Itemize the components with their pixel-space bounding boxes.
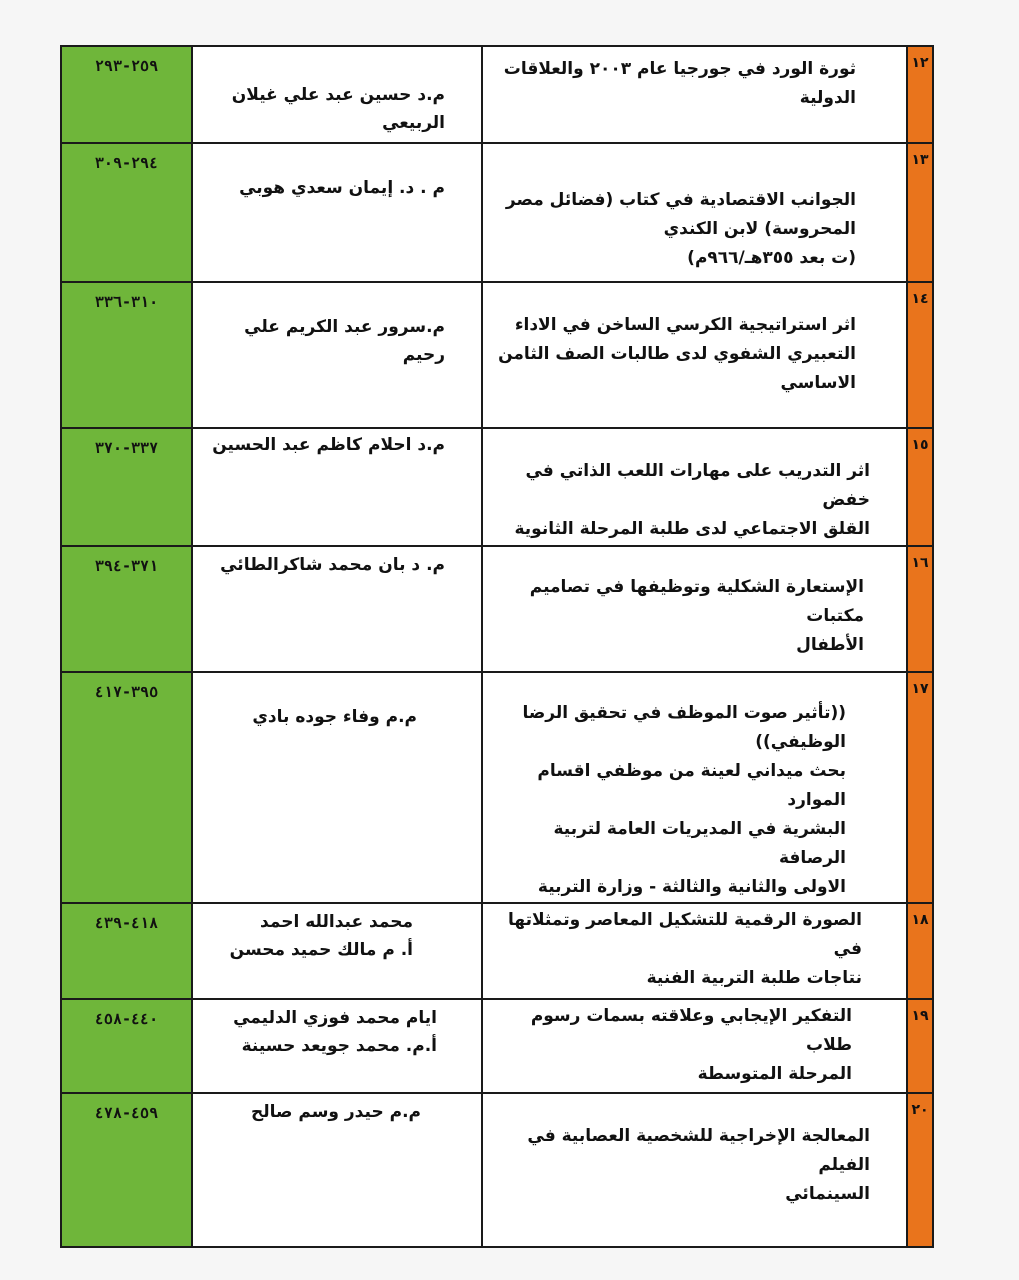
number-cell [907,546,933,672]
author-cell [192,903,482,999]
pages-cell [61,546,192,672]
author-name: م.م وفاء جوده بادي [252,707,417,727]
page-range: ٢٩٤-٣٠٩ [94,154,159,172]
title-cell [482,1093,907,1247]
number-cell [907,143,933,282]
pages-cell [61,672,192,903]
number-cell [907,672,933,903]
page-range: ٣٧١-٣٩٤ [94,557,159,575]
number-cell [907,999,933,1093]
author-name: محمد عبدالله احمد [260,912,413,932]
title-line: الدولية [799,88,856,108]
pages-cell [61,1093,192,1247]
title-line: اثر التدريب على مهارات اللعب الذاتي في خفض [525,461,870,510]
page-range: ٣٣٧-٣٧٠ [94,439,159,457]
author-name: الربيعي [382,113,445,133]
number-cell [907,903,933,999]
title-line: ثورة الورد في جورجيا عام ٢٠٠٣ والعلاقات [503,59,856,79]
author-name: م.د حسين عبد علي غيلان [231,85,445,105]
author-cell [192,1093,482,1247]
row-number: ١٤ [911,291,929,307]
author-cell [192,428,482,546]
title-line: ((تأثير صوت الموظف في تحقيق الرضا [522,703,846,723]
title-line: نتاجات طلبة التربية الفنية [646,968,862,988]
author-cell [192,282,482,428]
title-line: التفكير الإيجابي وعلاقته بسمات رسوم طلاب [530,1006,852,1055]
author-cell [192,672,482,903]
row-number: ١٨ [911,912,929,928]
author-name: م. د بان محمد شاكرالطائي [220,555,445,575]
author-name: م.د احلام كاظم عبد الحسين [212,435,445,455]
page-range: ٤٤٠-٤٥٨ [94,1010,159,1028]
table-row [61,546,933,672]
table-row [61,428,933,546]
table-row [61,46,933,143]
title-line: الصورة الرقمية للتشكيل المعاصر وتمثلاتها في [507,910,862,959]
author-cell [192,143,482,282]
title-line: الأطفال [796,635,864,655]
table-row [61,903,933,999]
title-line: الاولى والثانية والثالثة - وزارة التربية [537,877,846,897]
title-line: الوظيفي)) [755,732,846,752]
number-cell [907,428,933,546]
row-number: ٢٠ [911,1102,929,1118]
page-range: ٢٥٩-٢٩٣ [94,57,159,75]
title-cell [482,672,907,903]
page-range: ٤٥٩-٤٧٨ [94,1104,159,1122]
row-number: ١٦ [911,555,929,571]
title-cell [482,999,907,1093]
pages-cell [61,282,192,428]
author-cell [192,46,482,143]
page-range: ٤١٨-٤٣٩ [94,914,159,932]
title-line: اثر استراتيجية الكرسي الساخن في الاداء [514,315,856,335]
table-row [61,999,933,1093]
title-line: المعالجة الإخراجية للشخصية العصابية في الفيلم [527,1126,870,1175]
title-line: الاساسي [780,373,856,393]
author-name: م.م حيدر وسم صالح [251,1102,421,1122]
title-cell [482,143,907,282]
table-row [61,282,933,428]
title-cell [482,46,907,143]
row-number: ١٧ [911,681,929,697]
row-number: ١٩ [911,1008,929,1024]
title-line: البشرية في المديريات العامة لتربية الرصافة [553,819,846,868]
title-cell [482,282,907,428]
number-cell [907,282,933,428]
table-row [61,143,933,282]
pages-cell [61,903,192,999]
title-line: القلق الاجتماعي لدى طلبة المرحلة الثانوية [514,519,870,539]
title-cell [482,428,907,546]
title-line: الإستعارة الشكلية وتوظيفها في تصاميم مكتبات [529,577,864,626]
title-cell [482,903,907,999]
page-range: ٣٩٥-٤١٧ [94,683,159,701]
author-name: م . د. إيمان سعدي هوبي [239,178,445,198]
row-number: ١٢ [911,55,929,71]
title-line: التعبيري الشفوي لدى طالبات الصف الثامن [498,344,856,364]
author-name: أ.م. محمد جويعد حسينة [241,1036,437,1056]
title-line: بحث ميداني لعينة من موظفي اقسام الموارد [537,761,846,810]
table-row [61,1093,933,1247]
author-name: ايام محمد فوزي الدليمي [233,1008,437,1028]
table-row [61,672,933,903]
title-line: (ت بعد ٣٥٥هـ/٩٦٦م) [687,248,856,268]
pages-cell [61,999,192,1093]
author-cell [192,546,482,672]
author-name: م.سرور عبد الكريم علي رحيم [244,317,445,365]
title-line: المحروسة) لابن الكندي [663,219,856,239]
pages-cell [61,428,192,546]
page-range: ٣١٠-٣٣٦ [94,293,159,311]
contents-table [60,45,934,1248]
number-cell [907,1093,933,1247]
title-cell [482,546,907,672]
row-number: ١٥ [911,437,929,453]
author-name: أ. م مالك حميد محسن [229,940,413,960]
title-line: المرحلة المتوسطة [697,1064,852,1084]
author-cell [192,999,482,1093]
row-number: ١٣ [911,152,929,168]
pages-cell [61,46,192,143]
title-line: السينمائي [785,1184,870,1204]
title-line: الجوانب الاقتصادية في كتاب (فضائل مصر [505,190,856,210]
number-cell [907,46,933,143]
pages-cell [61,143,192,282]
